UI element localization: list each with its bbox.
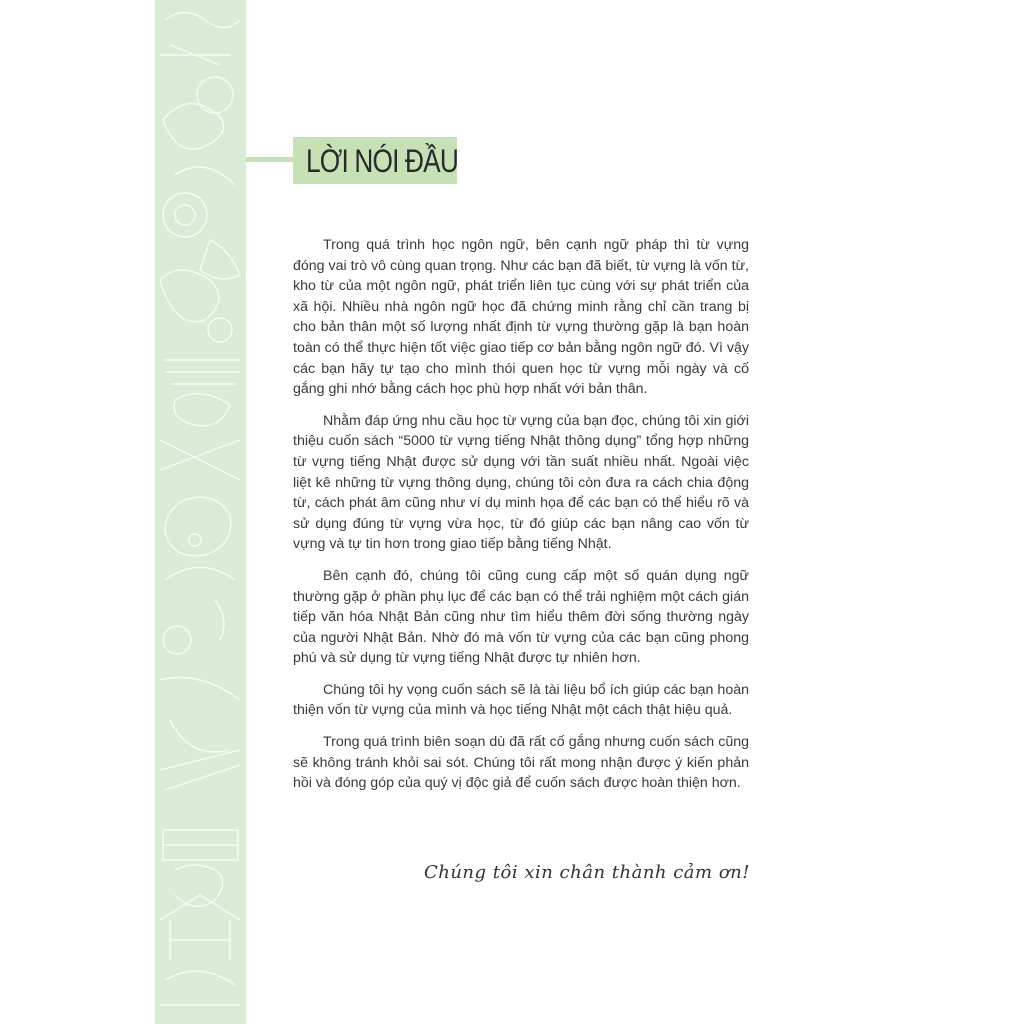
paragraph-3: Bên cạnh đó, chúng tôi cũng cung cấp một số quán dụng ngữ thường gặp ở phần phụ lục để các bạn có thể trải nghiệm một cách gián tiếp văn hóa Nhật Bản cũng như tìm hiểu thêm đời sống thường ngày của người Nhật Bản. Nhờ đó mà vốn từ vựng của các bạn cũng phong phú và sử dụng từ vựng tiếng Nhật được tự nhiên hơn.: [293, 567, 749, 667]
paragraph-5: Trong quá trình biên soạn dù đã rất cố gắng nhưng cuốn sách cũng sẽ không tránh khỏi sai sót. Chúng tôi rất mong nhận được ý kiến phản hồi và đóng góp của quý vị độc giả để cuốn sách được hoàn thiện hơn.: [293, 734, 749, 792]
page-title: LỜI NÓI ĐẦU: [306, 143, 458, 179]
paragraph-1: Trong quá trình học ngôn ngữ, bên cạnh ngữ pháp thì từ vựng đóng vai trò vô cùng quan trọng. Như các bạn đã biết, từ vựng là vốn từ, kho từ của một ngôn ngữ, phát triển liên tục cùng với sự phát triển của xã hội. Nhiều nhà ngôn ngữ học đã chứng minh rằng chỉ cần trang bị cho bản thân một số lượng nhất định từ vựng thường gặp là bạn hoàn toàn có thể thực hiện tốt việc giao tiếp cơ bản bằng ngôn ngữ đó. Vì vậy các bạn hãy tự tạo cho mình thói quen học từ vựng mỗi ngày và cố gắng ghi nhớ bằng cách học phù hợp nhất với bản thân.: [293, 237, 750, 398]
preface-body: [293, 235, 749, 805]
paragraph-4: Chúng tôi hy vọng cuốn sách sẽ là tài liệu bổ ích giúp các bạn hoàn thiện vốn từ vựng của mình và học tiếng Nhật một cách thật hiệu quả.: [293, 681, 749, 719]
closing-signature: Chúng tôi xin chân thành cảm ơn!: [423, 862, 750, 883]
paragraph-2: Nhằm đáp ứng nhu cầu học từ vựng của bạn đọc, chúng tôi xin giới thiệu cuốn sách “5000 từ vựng tiếng Nhật thông dụng” tổng hợp những từ vựng tiếng Nhật được sử dụng với tần suất nhiều nhất. Ngoài việc liệt kê những từ vựng thông dụng, chúng tôi còn đưa ra cách chia động từ, cách phát âm cũng như ví dụ minh họa để các bạn có thể hiểu rõ và sử dụng đúng từ vựng vừa học, từ đó giúp các bạn nâng cao vốn từ vựng và tự tin hơn trong giao tiếp bằng tiếng Nhật.: [293, 412, 749, 553]
decorative-side-strip: [155, 0, 246, 1024]
line-art-pattern: [155, 0, 246, 1024]
title-connector-bar: [246, 157, 294, 162]
